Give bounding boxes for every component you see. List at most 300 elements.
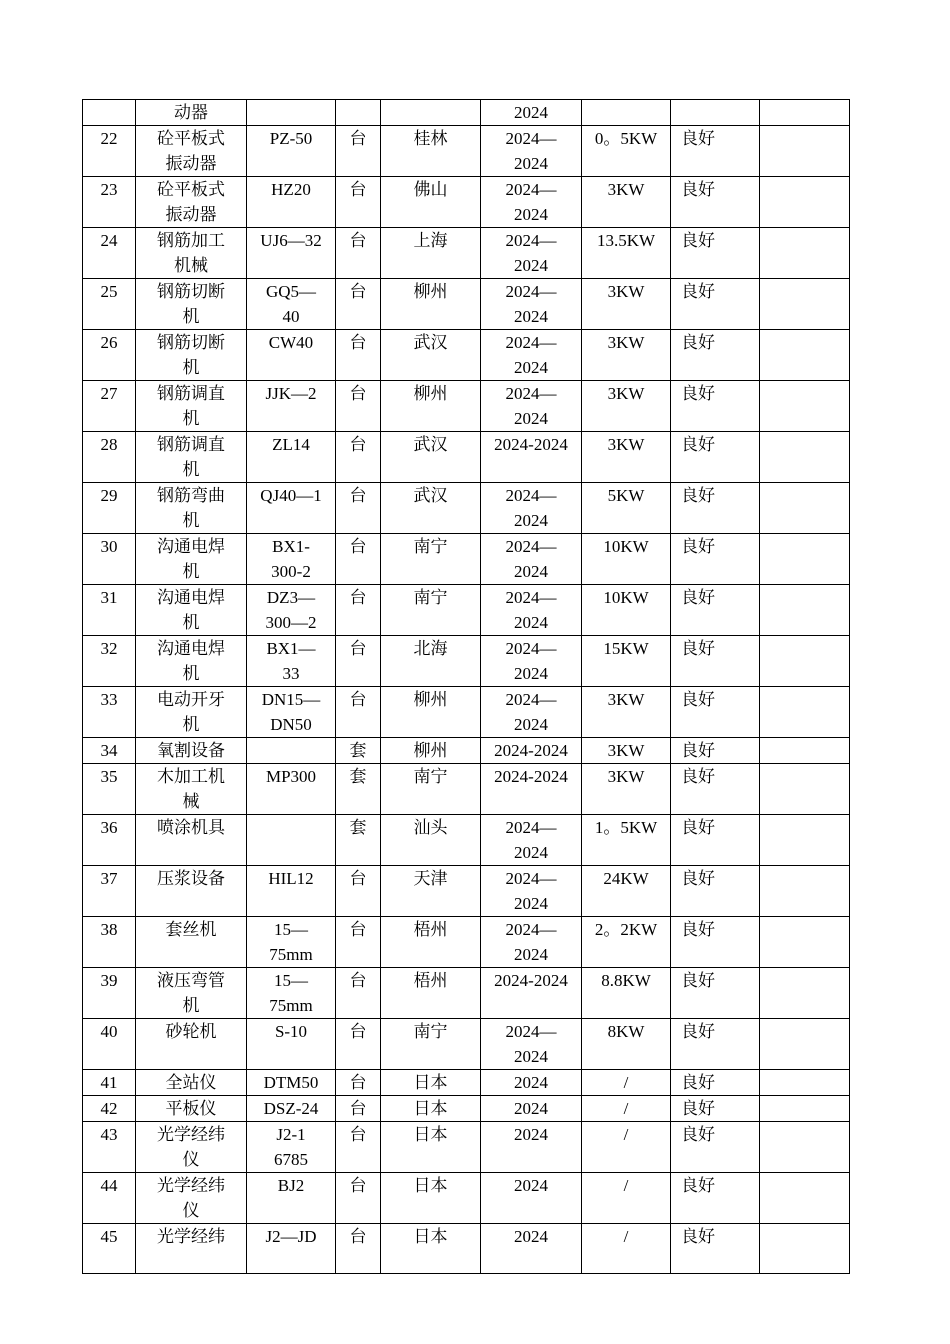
- cell-year-line: 2024—: [505, 588, 557, 607]
- cell-model: [247, 177, 336, 228]
- cell-unit: 台: [336, 917, 381, 968]
- cell-name: [136, 1224, 247, 1274]
- cell-no: 26: [83, 330, 136, 381]
- cell-no: 23: [83, 177, 136, 228]
- cell-note: [760, 764, 850, 815]
- cell-name: [136, 1070, 247, 1096]
- cell-year-line: 2024: [514, 256, 548, 275]
- cell-unit: [336, 100, 381, 126]
- cell-unit: 台: [336, 483, 381, 534]
- table-row: [83, 1070, 850, 1096]
- table-row: [83, 100, 850, 126]
- cell-name-line: 动器: [174, 103, 208, 122]
- cell-condition: 良好: [671, 585, 760, 636]
- cell-condition: 良好: [671, 866, 760, 917]
- cell-year: [481, 100, 582, 126]
- cell-condition: 良好: [671, 381, 760, 432]
- cell-name-line: 沟通电焊: [157, 588, 225, 607]
- cell-name: [136, 534, 247, 585]
- cell-condition: 良好: [671, 177, 760, 228]
- table-row: [83, 330, 850, 381]
- cell-name: [136, 381, 247, 432]
- cell-name: [136, 917, 247, 968]
- cell-name-line: 机: [182, 996, 200, 1015]
- cell-unit: 套: [336, 764, 381, 815]
- cell-year: [481, 228, 582, 279]
- cell-name: [136, 866, 247, 917]
- cell-year: [481, 1122, 582, 1173]
- cell-note: [760, 100, 850, 126]
- cell-year: [481, 1224, 582, 1274]
- cell-note: [760, 381, 850, 432]
- cell-no: 42: [83, 1096, 136, 1122]
- cell-model-line: 300-2: [271, 562, 311, 581]
- cell-model: [247, 126, 336, 177]
- cell-model-line: BX1-: [272, 537, 310, 556]
- cell-name: [136, 764, 247, 815]
- cell-no: 22: [83, 126, 136, 177]
- cell-note: [760, 687, 850, 738]
- table-row: [83, 432, 850, 483]
- cell-condition: 良好: [671, 1019, 760, 1070]
- cell-condition: 良好: [671, 1224, 760, 1274]
- cell-year: [481, 585, 582, 636]
- cell-condition: 良好: [671, 228, 760, 279]
- cell-no: 28: [83, 432, 136, 483]
- cell-note: [760, 917, 850, 968]
- cell-year: [481, 432, 582, 483]
- cell-model-line: 75mm: [269, 996, 313, 1015]
- cell-no: 29: [83, 483, 136, 534]
- cell-condition: 良好: [671, 279, 760, 330]
- cell-note: [760, 866, 850, 917]
- cell-year-line: 2024: [514, 358, 548, 377]
- cell-unit: 台: [336, 1173, 381, 1224]
- cell-name-line: 沟通电焊: [157, 639, 225, 658]
- cell-year-line: 2024—: [505, 639, 557, 658]
- cell-unit: 台: [336, 636, 381, 687]
- cell-origin: 南宁: [381, 1019, 481, 1070]
- cell-power: 3KW: [582, 432, 671, 483]
- cell-note: [760, 432, 850, 483]
- cell-name: [136, 279, 247, 330]
- cell-model: [247, 483, 336, 534]
- cell-year-line: 2024: [514, 613, 548, 632]
- cell-year-line: 2024—: [505, 231, 557, 250]
- cell-name: [136, 1122, 247, 1173]
- cell-name-line: 沟通电焊: [157, 537, 225, 556]
- cell-name: [136, 687, 247, 738]
- cell-no: 31: [83, 585, 136, 636]
- cell-name-line: 钢筋弯曲: [157, 486, 225, 505]
- cell-year-line: 2024: [514, 1227, 548, 1246]
- cell-model: [247, 432, 336, 483]
- cell-condition: [671, 100, 760, 126]
- cell-name-line: 光学经纬: [157, 1125, 225, 1144]
- cell-name-line: 木加工机: [157, 767, 225, 786]
- cell-name: [136, 968, 247, 1019]
- cell-model: [247, 636, 336, 687]
- cell-note: [760, 1224, 850, 1274]
- cell-unit: 台: [336, 381, 381, 432]
- cell-unit: 台: [336, 1224, 381, 1274]
- cell-year-line: 2024: [514, 154, 548, 173]
- cell-unit: 台: [336, 126, 381, 177]
- cell-condition: 良好: [671, 815, 760, 866]
- cell-year-line: 2024: [514, 945, 548, 964]
- cell-year: [481, 177, 582, 228]
- cell-condition: 良好: [671, 1070, 760, 1096]
- cell-no: 43: [83, 1122, 136, 1173]
- cell-year-line: 2024-2024: [494, 435, 568, 454]
- cell-note: [760, 1122, 850, 1173]
- cell-name-line: 机: [182, 358, 200, 377]
- cell-name-line: 钢筋切断: [157, 333, 225, 352]
- cell-note: [760, 534, 850, 585]
- cell-no: 37: [83, 866, 136, 917]
- cell-unit: 台: [336, 228, 381, 279]
- cell-year-line: 2024: [514, 1176, 548, 1195]
- cell-power: 1。5KW: [582, 815, 671, 866]
- cell-model-line: DSZ-24: [263, 1099, 319, 1118]
- cell-note: [760, 1070, 850, 1096]
- cell-note: [760, 815, 850, 866]
- cell-model-line: 6785: [274, 1150, 308, 1169]
- cell-origin: 北海: [381, 636, 481, 687]
- cell-year-line: 2024—: [505, 1022, 557, 1041]
- cell-model-line: 15—: [274, 920, 308, 939]
- cell-power: /: [582, 1224, 671, 1274]
- cell-year-line: 2024—: [505, 180, 557, 199]
- cell-condition: 良好: [671, 636, 760, 687]
- cell-model-line: QJ40—1: [260, 486, 322, 505]
- cell-model-line: DN50: [270, 715, 312, 734]
- table-row: [83, 585, 850, 636]
- cell-power: 10KW: [582, 534, 671, 585]
- cell-model-line: 40: [282, 307, 300, 326]
- cell-model-line: BJ2: [277, 1176, 305, 1195]
- cell-origin: 汕头: [381, 815, 481, 866]
- cell-model: [247, 764, 336, 815]
- cell-power: 3KW: [582, 687, 671, 738]
- cell-unit: 台: [336, 534, 381, 585]
- cell-year-line: 2024-2024: [494, 767, 568, 786]
- cell-power: 8.8KW: [582, 968, 671, 1019]
- cell-model: [247, 815, 336, 866]
- cell-no: 39: [83, 968, 136, 1019]
- cell-origin: 梧州: [381, 968, 481, 1019]
- cell-model-line: DTM50: [263, 1073, 319, 1092]
- cell-origin: 日本: [381, 1122, 481, 1173]
- cell-condition: 良好: [671, 917, 760, 968]
- cell-condition: 良好: [671, 1096, 760, 1122]
- cell-year-line: 2024—: [505, 333, 557, 352]
- cell-no: 32: [83, 636, 136, 687]
- cell-model-line: S-10: [274, 1022, 308, 1041]
- cell-year-line: 2024-2024: [494, 741, 568, 760]
- cell-origin: 梧州: [381, 917, 481, 968]
- cell-power: /: [582, 1070, 671, 1096]
- cell-note: [760, 738, 850, 764]
- cell-model-line: 75mm: [269, 945, 313, 964]
- cell-year: [481, 534, 582, 585]
- cell-condition: 良好: [671, 687, 760, 738]
- cell-power: 3KW: [582, 738, 671, 764]
- cell-year-line: 2024: [514, 1047, 548, 1066]
- cell-origin: 上海: [381, 228, 481, 279]
- cell-name: [136, 585, 247, 636]
- cell-name-line: 仪: [182, 1150, 200, 1169]
- cell-origin: 武汉: [381, 483, 481, 534]
- cell-note: [760, 126, 850, 177]
- cell-model-line: JJK—2: [265, 384, 317, 403]
- table-row: [83, 1173, 850, 1224]
- cell-year-line: 2024: [514, 715, 548, 734]
- cell-model: [247, 1224, 336, 1274]
- cell-no: 27: [83, 381, 136, 432]
- cell-unit: 台: [336, 330, 381, 381]
- cell-name-line: 氧割设备: [157, 741, 225, 760]
- cell-model-line: UJ6—32: [260, 231, 322, 250]
- table-row: [83, 738, 850, 764]
- cell-unit: 台: [336, 432, 381, 483]
- cell-no: 41: [83, 1070, 136, 1096]
- table-row: [83, 534, 850, 585]
- table-row: [83, 1096, 850, 1122]
- cell-year: [481, 330, 582, 381]
- cell-power: 3KW: [582, 764, 671, 815]
- equipment-table: [82, 99, 850, 1274]
- cell-name-line: 机: [182, 562, 200, 581]
- cell-name: [136, 1173, 247, 1224]
- cell-year-line: 2024—: [505, 818, 557, 837]
- cell-name-line: 光学经纬: [157, 1176, 225, 1195]
- cell-model: [247, 1173, 336, 1224]
- cell-unit: 套: [336, 815, 381, 866]
- cell-origin: 武汉: [381, 432, 481, 483]
- cell-year: [481, 764, 582, 815]
- cell-name: [136, 1096, 247, 1122]
- cell-origin: 桂林: [381, 126, 481, 177]
- cell-model: [247, 1122, 336, 1173]
- cell-model: [247, 687, 336, 738]
- cell-unit: 台: [336, 687, 381, 738]
- cell-note: [760, 279, 850, 330]
- cell-name-line: 机: [182, 511, 200, 530]
- cell-year: [481, 126, 582, 177]
- cell-year: [481, 917, 582, 968]
- cell-model-line: HZ20: [271, 180, 311, 199]
- cell-no: [83, 100, 136, 126]
- cell-year-line: 2024: [514, 1099, 548, 1118]
- cell-no: 38: [83, 917, 136, 968]
- cell-name-line: 钢筋切断: [157, 282, 225, 301]
- cell-name-line: 全站仪: [165, 1073, 217, 1092]
- cell-condition: 良好: [671, 968, 760, 1019]
- cell-model: [247, 279, 336, 330]
- cell-model: [247, 866, 336, 917]
- cell-origin: 日本: [381, 1224, 481, 1274]
- cell-model: [247, 738, 336, 764]
- cell-condition: 良好: [671, 1122, 760, 1173]
- cell-note: [760, 177, 850, 228]
- cell-note: [760, 1019, 850, 1070]
- cell-name-line: 机: [182, 664, 200, 683]
- cell-no: 25: [83, 279, 136, 330]
- cell-model-line: J2-1: [276, 1125, 306, 1144]
- cell-model-line: 300—2: [265, 613, 317, 632]
- cell-unit: 台: [336, 866, 381, 917]
- cell-name-line: 机: [182, 460, 200, 479]
- table-row: [83, 636, 850, 687]
- cell-name-line: 机: [182, 307, 200, 326]
- cell-year-line: 2024: [514, 843, 548, 862]
- cell-name: [136, 330, 247, 381]
- cell-year-line: 2024: [514, 511, 548, 530]
- cell-model-line: 15—: [274, 971, 308, 990]
- cell-year-line: 2024—: [505, 129, 557, 148]
- cell-power: [582, 100, 671, 126]
- cell-name-line: 砼平板式: [157, 180, 225, 199]
- cell-model: [247, 1096, 336, 1122]
- cell-year: [481, 1096, 582, 1122]
- cell-name-line: 械: [182, 792, 200, 811]
- cell-name-line: 钢筋调直: [157, 384, 225, 403]
- cell-name-line: 砂轮机: [165, 1022, 217, 1041]
- cell-model-line: MP300: [265, 767, 317, 786]
- cell-model: [247, 917, 336, 968]
- cell-name: [136, 483, 247, 534]
- cell-model-line: 33: [282, 664, 300, 683]
- cell-unit: 台: [336, 1019, 381, 1070]
- cell-name-line: 机械: [174, 256, 208, 275]
- cell-note: [760, 228, 850, 279]
- cell-name: [136, 177, 247, 228]
- cell-no: 33: [83, 687, 136, 738]
- cell-name-line: 振动器: [165, 154, 217, 173]
- cell-no: 35: [83, 764, 136, 815]
- cell-power: 3KW: [582, 279, 671, 330]
- cell-origin: 武汉: [381, 330, 481, 381]
- cell-condition: 良好: [671, 1173, 760, 1224]
- cell-name-line: 机: [182, 613, 200, 632]
- cell-year: [481, 1070, 582, 1096]
- cell-name: [136, 100, 247, 126]
- table-row: [83, 1224, 850, 1274]
- cell-year: [481, 483, 582, 534]
- table-row: [83, 279, 850, 330]
- cell-unit: 套: [336, 738, 381, 764]
- table-row: [83, 866, 850, 917]
- cell-year-line: 2024: [514, 664, 548, 683]
- cell-year-line: 2024—: [505, 920, 557, 939]
- cell-condition: 良好: [671, 330, 760, 381]
- cell-origin: 柳州: [381, 738, 481, 764]
- cell-year-line: 2024: [514, 562, 548, 581]
- cell-unit: 台: [336, 1122, 381, 1173]
- cell-unit: 台: [336, 279, 381, 330]
- cell-origin: 日本: [381, 1096, 481, 1122]
- cell-year: [481, 968, 582, 1019]
- cell-model: [247, 381, 336, 432]
- cell-year-line: 2024: [514, 307, 548, 326]
- cell-power: 2。2KW: [582, 917, 671, 968]
- cell-origin: 南宁: [381, 764, 481, 815]
- cell-no: 30: [83, 534, 136, 585]
- cell-model: [247, 1070, 336, 1096]
- cell-power: /: [582, 1122, 671, 1173]
- cell-model-line: [249, 738, 333, 763]
- cell-unit: 台: [336, 968, 381, 1019]
- cell-condition: 良好: [671, 738, 760, 764]
- cell-model-line: ZL14: [272, 435, 310, 454]
- cell-power: /: [582, 1173, 671, 1224]
- cell-unit: 台: [336, 1096, 381, 1122]
- table-row: [83, 381, 850, 432]
- cell-year: [481, 1173, 582, 1224]
- table-row: [83, 177, 850, 228]
- cell-year: [481, 636, 582, 687]
- cell-name-line: 机: [182, 409, 200, 428]
- cell-condition: 良好: [671, 534, 760, 585]
- cell-year-line: 2024—: [505, 282, 557, 301]
- cell-year: [481, 279, 582, 330]
- cell-model-line: DZ3—: [266, 588, 316, 607]
- cell-name: [136, 815, 247, 866]
- cell-year: [481, 866, 582, 917]
- cell-name: [136, 738, 247, 764]
- cell-no: 40: [83, 1019, 136, 1070]
- equipment-table-body: [83, 100, 850, 1274]
- cell-year-line: 2024—: [505, 690, 557, 709]
- cell-model: [247, 228, 336, 279]
- cell-year: [481, 738, 582, 764]
- cell-model-line: GQ5—: [265, 282, 317, 301]
- cell-origin: 日本: [381, 1070, 481, 1096]
- cell-origin: 日本: [381, 1173, 481, 1224]
- cell-unit: 台: [336, 585, 381, 636]
- cell-power: 3KW: [582, 177, 671, 228]
- cell-year-line: 2024-2024: [494, 971, 568, 990]
- cell-year: [481, 1019, 582, 1070]
- cell-year-line: 2024—: [505, 486, 557, 505]
- table-row: [83, 968, 850, 1019]
- cell-power: 13.5KW: [582, 228, 671, 279]
- cell-year-line: 2024—: [505, 869, 557, 888]
- cell-condition: 良好: [671, 483, 760, 534]
- cell-no: 45: [83, 1224, 136, 1274]
- cell-model: [247, 1019, 336, 1070]
- cell-year-line: 2024: [514, 409, 548, 428]
- cell-no: 44: [83, 1173, 136, 1224]
- cell-year-line: 2024: [514, 894, 548, 913]
- cell-power: 5KW: [582, 483, 671, 534]
- cell-model: [247, 100, 336, 126]
- cell-name-line: 电动开牙: [157, 690, 225, 709]
- cell-origin: 天津: [381, 866, 481, 917]
- cell-power: 3KW: [582, 330, 671, 381]
- cell-power: 24KW: [582, 866, 671, 917]
- cell-model-line: PZ-50: [269, 129, 313, 148]
- cell-year: [481, 381, 582, 432]
- cell-power: 3KW: [582, 381, 671, 432]
- table-row: [83, 815, 850, 866]
- cell-name-line: 钢筋调直: [157, 435, 225, 454]
- cell-year: [481, 815, 582, 866]
- cell-unit: 台: [336, 177, 381, 228]
- table-row: [83, 228, 850, 279]
- cell-name-line: 振动器: [165, 205, 217, 224]
